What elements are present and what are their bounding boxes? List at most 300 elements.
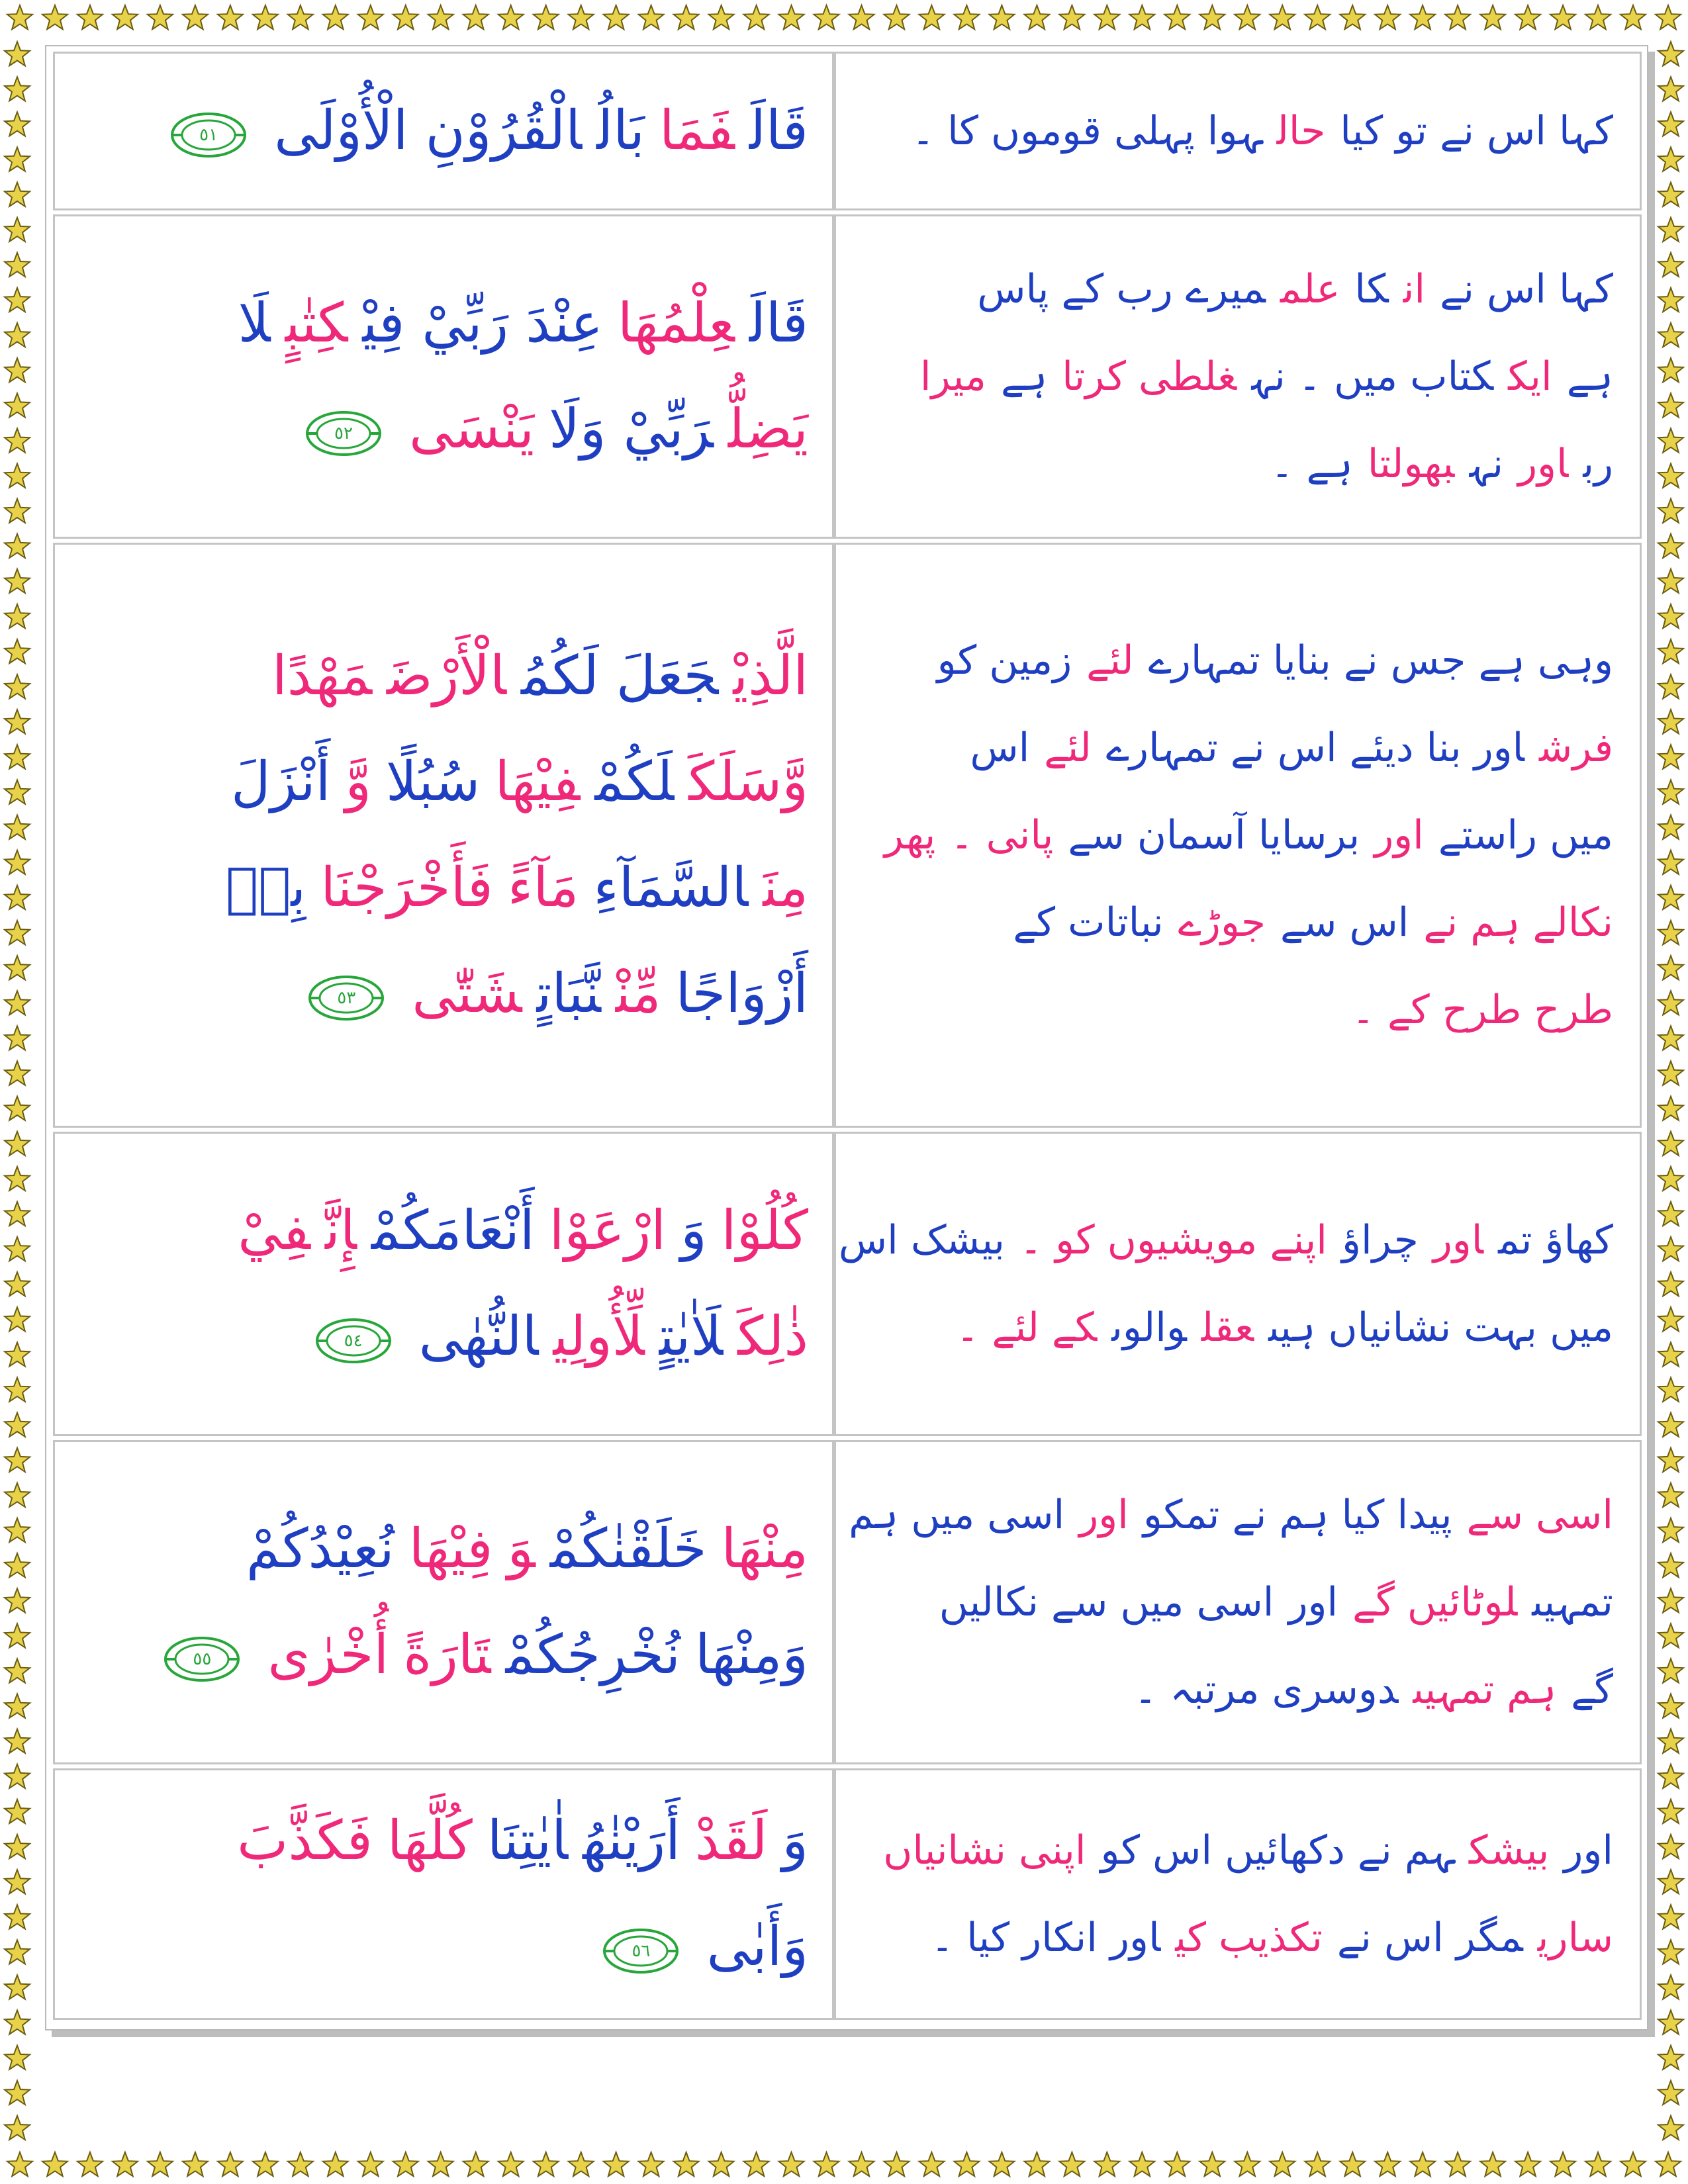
star-icon bbox=[1658, 886, 1683, 909]
arabic-verse-cell bbox=[53, 543, 834, 1128]
star-icon bbox=[5, 1342, 30, 1366]
star-icon bbox=[5, 1799, 30, 1823]
star-icon bbox=[1656, 2152, 1681, 2176]
verse-row-51 bbox=[53, 52, 1642, 210]
star-icon bbox=[1658, 1553, 1683, 1577]
star-icon bbox=[534, 5, 559, 29]
star-icon bbox=[5, 1870, 30, 1893]
star-icon bbox=[358, 2152, 383, 2176]
arabic-word: تَارَةً bbox=[403, 1623, 491, 1686]
star-icon bbox=[1658, 780, 1683, 804]
verse-row-53 bbox=[53, 543, 1642, 1128]
arabic-word: جَعَلَ لَكُمُ bbox=[521, 645, 719, 707]
star-icon bbox=[463, 2152, 489, 2176]
star-icon bbox=[779, 5, 804, 29]
urdu-phrase: اپنے مویشیوں کو ۔ bbox=[1019, 1217, 1327, 1263]
arabic-word: رَبِّيْ وَلَا bbox=[549, 398, 714, 461]
verse-row-52 bbox=[53, 214, 1642, 539]
star-icon bbox=[1094, 5, 1119, 29]
star-icon bbox=[884, 2152, 909, 2176]
star-icon bbox=[183, 5, 208, 29]
arabic-word: كُلُوْا bbox=[721, 1199, 808, 1262]
star-icon bbox=[358, 5, 383, 29]
arabic-verse-text bbox=[75, 78, 808, 184]
urdu-translation-text bbox=[849, 1471, 1613, 1733]
star-icon bbox=[5, 991, 30, 1015]
arabic-word: يَضِلُّ bbox=[727, 398, 808, 461]
verse-row-54 bbox=[53, 1132, 1642, 1436]
star-icon bbox=[5, 1026, 30, 1050]
star-icon bbox=[1024, 5, 1049, 29]
star-icon bbox=[1658, 921, 1683, 944]
star-icon bbox=[5, 393, 30, 417]
star-icon bbox=[1658, 850, 1683, 874]
urdu-phrase: فرش bbox=[1538, 725, 1613, 771]
arabic-word: نَّبَاتٍ bbox=[536, 962, 601, 1025]
arabic-word: إِنَّ bbox=[325, 1199, 357, 1262]
star-icon bbox=[1305, 5, 1330, 29]
star-icon bbox=[5, 921, 30, 944]
arabic-word: فِيْهَا bbox=[408, 1518, 493, 1580]
urdu-phrase: ہے bbox=[1566, 353, 1613, 400]
star-icon bbox=[1024, 2152, 1049, 2176]
urdu-phrase: اسی میں ہم bbox=[849, 1492, 1065, 1538]
star-icon bbox=[1658, 534, 1683, 558]
star-icon bbox=[5, 1975, 30, 1999]
urdu-phrase: والوں bbox=[1111, 1304, 1187, 1351]
star-icon bbox=[5, 253, 30, 277]
star-icon bbox=[1656, 5, 1681, 29]
urdu-line bbox=[856, 246, 1613, 333]
star-icon bbox=[5, 709, 30, 733]
star-icon bbox=[1445, 2152, 1470, 2176]
star-icon bbox=[5, 1272, 30, 1296]
arabic-word: شَتّٰى bbox=[412, 962, 522, 1025]
arabic-line bbox=[75, 1496, 808, 1602]
arabic-word: عِنْدَ رَبِّيْ فِيْ bbox=[362, 292, 603, 355]
star-icon bbox=[1515, 5, 1540, 29]
star-icon bbox=[5, 358, 30, 382]
star-icon bbox=[5, 1202, 30, 1226]
urdu-line bbox=[849, 1471, 1613, 1559]
star-icon bbox=[5, 569, 30, 593]
star-icon bbox=[5, 1483, 30, 1507]
urdu-phrase: غلطی کرتا bbox=[1062, 353, 1237, 400]
urdu-phrase: میں راستے bbox=[1438, 812, 1613, 858]
star-icon bbox=[5, 1940, 30, 1964]
verse-row-55 bbox=[53, 1440, 1642, 1764]
arabic-word: ذٰلِكَ bbox=[737, 1305, 808, 1368]
star-icon bbox=[148, 5, 173, 29]
arabic-line bbox=[75, 271, 808, 377]
star-icon bbox=[1164, 2152, 1190, 2176]
urdu-phrase: ایک bbox=[1508, 353, 1552, 400]
arabic-word: مِنَ bbox=[763, 856, 808, 919]
star-icon bbox=[1658, 1659, 1683, 1682]
star-icon bbox=[5, 77, 30, 101]
arabic-verse-cell bbox=[53, 214, 834, 539]
star-icon bbox=[1658, 1378, 1683, 1402]
arabic-word: مِنْهَا bbox=[721, 1518, 808, 1580]
urdu-phrase: کہا اس نے bbox=[1440, 266, 1613, 312]
ayah-number-marker bbox=[163, 1635, 241, 1683]
arabic-word: فِيْ bbox=[238, 1199, 311, 1262]
star-icon bbox=[1550, 2152, 1575, 2176]
arabic-verse-text bbox=[75, 1178, 808, 1390]
star-icon bbox=[498, 5, 524, 29]
star-icon bbox=[569, 5, 594, 29]
urdu-phrase: ہے ۔ bbox=[1270, 441, 1353, 487]
urdu-phrase: تمہیں bbox=[1532, 1579, 1613, 1625]
urdu-line bbox=[856, 420, 1613, 508]
urdu-phrase: رب bbox=[1583, 441, 1613, 487]
urdu-translation-text bbox=[838, 1197, 1613, 1371]
star-icon bbox=[288, 5, 313, 29]
star-icon bbox=[5, 1905, 30, 1929]
star-icon bbox=[1658, 428, 1683, 452]
star-icon bbox=[1375, 5, 1400, 29]
star-icon bbox=[1658, 1870, 1683, 1893]
star-icon bbox=[1658, 77, 1683, 101]
star-icon bbox=[1585, 2152, 1611, 2176]
star-icon bbox=[5, 428, 30, 452]
star-icon bbox=[1658, 323, 1683, 347]
arabic-line bbox=[75, 623, 808, 729]
star-icon bbox=[5, 1132, 30, 1156]
star-icon bbox=[1658, 393, 1683, 417]
star-icon bbox=[183, 2152, 208, 2176]
arabic-word: نُعِيْدُكُمْ bbox=[246, 1518, 395, 1580]
star-icon bbox=[1620, 2152, 1646, 2176]
star-icon bbox=[1658, 358, 1683, 382]
star-icon bbox=[1164, 5, 1190, 29]
urdu-translation-cell bbox=[834, 1768, 1642, 2020]
arabic-word: وَمِنْهَا bbox=[694, 1623, 808, 1686]
star-icon bbox=[253, 2152, 278, 2176]
star-icon bbox=[5, 1518, 30, 1542]
urdu-phrase: تکذیب کی bbox=[1175, 1915, 1323, 1961]
arabic-word: يَنْسَى bbox=[409, 398, 535, 461]
star-icon bbox=[5, 1448, 30, 1472]
star-icon bbox=[7, 2152, 32, 2176]
star-icon bbox=[1658, 2116, 1683, 2140]
urdu-line bbox=[856, 333, 1613, 420]
arabic-word: كِتٰبٍ bbox=[285, 292, 348, 355]
star-icon bbox=[1199, 5, 1225, 29]
urdu-phrase: پھر bbox=[884, 812, 936, 858]
star-icon bbox=[5, 780, 30, 804]
star-icon bbox=[5, 2046, 30, 2070]
urdu-phrase: لئے bbox=[1086, 637, 1134, 684]
star-icon bbox=[5, 815, 30, 839]
star-icon bbox=[5, 2011, 30, 2034]
star-icon bbox=[5, 1835, 30, 1858]
star-icon bbox=[5, 674, 30, 698]
urdu-line bbox=[856, 87, 1613, 175]
arabic-line bbox=[75, 1602, 808, 1708]
star-icon bbox=[1658, 183, 1683, 206]
star-icon bbox=[463, 5, 489, 29]
urdu-phrase: دوسری مرتبہ ۔ bbox=[1134, 1666, 1399, 1713]
star-icon bbox=[1658, 1940, 1683, 1964]
star-icon bbox=[1129, 2152, 1154, 2176]
arabic-word: عِلْمُهَا bbox=[617, 292, 735, 355]
star-icon bbox=[1658, 499, 1683, 523]
star-icon bbox=[113, 2152, 138, 2176]
star-icon bbox=[534, 2152, 559, 2176]
ayah-number: ٥١ bbox=[199, 124, 218, 145]
star-icon bbox=[1658, 1588, 1683, 1612]
star-icon bbox=[1658, 2011, 1683, 2034]
arabic-word: النُّهٰى bbox=[418, 1305, 539, 1368]
star-icon bbox=[113, 5, 138, 29]
star-icon bbox=[5, 464, 30, 488]
star-icon bbox=[814, 2152, 839, 2176]
star-icon bbox=[1059, 5, 1084, 29]
star-icon bbox=[5, 1694, 30, 1718]
star-icon bbox=[5, 218, 30, 242]
urdu-phrase: میرا bbox=[919, 353, 986, 400]
ayah-number-marker bbox=[307, 974, 385, 1022]
star-icon bbox=[5, 1097, 30, 1120]
star-icon bbox=[1658, 1975, 1683, 1999]
star-icon bbox=[1658, 1448, 1683, 1472]
star-icon bbox=[1235, 2152, 1260, 2176]
star-icon bbox=[1445, 5, 1470, 29]
urdu-phrase: اور bbox=[1564, 1827, 1613, 1874]
urdu-phrase: اسی سے bbox=[1466, 1492, 1613, 1538]
star-icon bbox=[1658, 2081, 1683, 2105]
arabic-word: وَّ bbox=[345, 751, 371, 813]
urdu-phrase: حال bbox=[1276, 108, 1326, 154]
star-icon bbox=[1658, 1307, 1683, 1331]
star-icon bbox=[1658, 1342, 1683, 1366]
star-icon bbox=[7, 5, 32, 29]
star-icon bbox=[5, 1413, 30, 1437]
star-icon bbox=[639, 2152, 664, 2176]
star-icon bbox=[1658, 569, 1683, 593]
star-icon bbox=[5, 534, 30, 558]
star-icon bbox=[1658, 991, 1683, 1015]
urdu-line bbox=[856, 966, 1613, 1054]
star-icon bbox=[1658, 2046, 1683, 2070]
arabic-word: لَا bbox=[238, 292, 271, 355]
urdu-phrase: میں بہت نشانیاں ہیں bbox=[1268, 1304, 1613, 1351]
urdu-line bbox=[856, 792, 1613, 879]
star-icon bbox=[393, 2152, 418, 2176]
star-icon bbox=[1410, 2152, 1435, 2176]
urdu-translation-cell bbox=[834, 52, 1642, 210]
arabic-word: وَ bbox=[782, 1809, 808, 1872]
arabic-word: لَقَدْ bbox=[694, 1809, 768, 1872]
ayah-number: ٥٤ bbox=[344, 1330, 363, 1351]
urdu-phrase: کتاب میں ۔ نہ bbox=[1251, 353, 1494, 400]
arabic-word: فَكَذَّبَ bbox=[237, 1809, 373, 1872]
arabic-word: لِّأُولِي bbox=[553, 1305, 645, 1368]
star-icon bbox=[674, 5, 699, 29]
star-icon bbox=[5, 1553, 30, 1577]
star-icon bbox=[1658, 1167, 1683, 1191]
star-icon bbox=[1658, 639, 1683, 663]
arabic-line bbox=[75, 835, 808, 941]
ayah-number-marker bbox=[305, 410, 383, 457]
star-icon bbox=[1658, 1132, 1683, 1156]
star-icon bbox=[1658, 1694, 1683, 1718]
star-icon bbox=[253, 5, 278, 29]
star-icon bbox=[5, 183, 30, 206]
star-icon bbox=[5, 1729, 30, 1753]
star-icon bbox=[1375, 2152, 1400, 2176]
star-icon bbox=[1094, 2152, 1119, 2176]
star-icon bbox=[5, 148, 30, 171]
star-icon bbox=[288, 2152, 313, 2176]
star-icon bbox=[393, 5, 418, 29]
urdu-phrase: لوٹائیں گے bbox=[1352, 1579, 1518, 1625]
star-icon bbox=[77, 2152, 103, 2176]
arabic-verse-cell bbox=[53, 52, 834, 210]
arabic-word: لَاٰيٰتٍ bbox=[659, 1305, 724, 1368]
arabic-word: أَنْزَلَ bbox=[230, 751, 331, 813]
urdu-translation-cell bbox=[834, 1132, 1642, 1436]
urdu-phrase: میرے رب کے پاس bbox=[977, 266, 1266, 312]
urdu-phrase: اسی میں سے نکالیں bbox=[939, 1579, 1274, 1625]
arabic-word: الَّذِيْ bbox=[733, 645, 808, 707]
urdu-line bbox=[856, 704, 1613, 792]
star-icon bbox=[5, 956, 30, 979]
star-icon bbox=[1658, 464, 1683, 488]
arabic-verse-text bbox=[75, 1788, 808, 2000]
urdu-phrase: نباتات کے bbox=[1013, 899, 1164, 946]
urdu-phrase: نہ bbox=[1469, 441, 1504, 487]
arabic-word: وَ bbox=[680, 1199, 707, 1262]
arabic-line bbox=[75, 1788, 808, 1894]
arabic-word: وَّسَلَكَ bbox=[688, 751, 808, 813]
arabic-word: وَأَبٰى bbox=[706, 1915, 808, 1978]
star-icon bbox=[1658, 1905, 1683, 1929]
star-icon bbox=[5, 42, 30, 66]
star-icon bbox=[1658, 1237, 1683, 1261]
urdu-phrase: وہی ہے جس نے بنایا تمہارے bbox=[1148, 637, 1613, 684]
star-icon bbox=[569, 2152, 594, 2176]
ayah-number-marker bbox=[602, 1927, 680, 1975]
urdu-translation-text bbox=[856, 246, 1613, 508]
urdu-line bbox=[856, 1807, 1613, 1894]
star-icon bbox=[5, 1659, 30, 1682]
verse-row-56 bbox=[53, 1768, 1642, 2020]
star-icon bbox=[1658, 1202, 1683, 1226]
star-icon bbox=[5, 745, 30, 768]
star-icon bbox=[674, 2152, 699, 2176]
star-icon bbox=[1199, 2152, 1225, 2176]
star-icon bbox=[744, 5, 769, 29]
star-icon bbox=[5, 604, 30, 628]
arabic-word: قَالَ bbox=[749, 99, 808, 162]
star-icon bbox=[5, 2081, 30, 2105]
star-icon bbox=[1658, 288, 1683, 312]
arabic-word: قَالَ bbox=[749, 292, 808, 355]
urdu-line bbox=[856, 1284, 1613, 1371]
star-icon bbox=[5, 288, 30, 312]
star-icon bbox=[5, 1061, 30, 1085]
star-icon bbox=[1129, 5, 1154, 29]
star-icon bbox=[604, 5, 629, 29]
arabic-line bbox=[75, 729, 808, 835]
arabic-verse-text bbox=[75, 271, 808, 482]
star-icon bbox=[1340, 2152, 1365, 2176]
star-icon bbox=[1658, 1799, 1683, 1823]
arabic-word: السَّمَآءِ bbox=[593, 856, 749, 919]
star-icon bbox=[42, 2152, 68, 2176]
star-icon bbox=[1658, 1272, 1683, 1296]
star-icon bbox=[5, 1623, 30, 1647]
star-icon bbox=[5, 1167, 30, 1191]
star-icon bbox=[1658, 112, 1683, 136]
arabic-verse-text bbox=[75, 1496, 808, 1708]
urdu-phrase: پانی ۔ bbox=[950, 812, 1054, 858]
star-icon bbox=[1658, 745, 1683, 768]
urdu-phrase: ہے bbox=[1000, 353, 1048, 400]
star-icon bbox=[919, 5, 944, 29]
star-icon bbox=[849, 5, 874, 29]
arabic-word: الْقُرُوْنِ الْأُوْلَى bbox=[274, 99, 583, 162]
arabic-word: فَأَخْرَجْنَا bbox=[320, 856, 493, 919]
ayah-number-marker bbox=[314, 1317, 393, 1365]
star-icon bbox=[1270, 5, 1295, 29]
arabic-word: فَمَا bbox=[659, 99, 735, 162]
urdu-line bbox=[856, 617, 1613, 704]
star-icon bbox=[323, 5, 348, 29]
star-icon bbox=[1658, 604, 1683, 628]
star-icon bbox=[709, 5, 734, 29]
urdu-translation-cell bbox=[834, 214, 1642, 539]
star-icon bbox=[148, 2152, 173, 2176]
star-icon bbox=[1658, 1764, 1683, 1788]
ayah-number: ٥٣ bbox=[337, 987, 356, 1008]
urdu-phrase: علم bbox=[1280, 266, 1340, 312]
urdu-phrase: بیشک bbox=[1468, 1827, 1550, 1874]
star-icon bbox=[1305, 2152, 1330, 2176]
star-icon bbox=[954, 2152, 979, 2176]
star-icon bbox=[1620, 5, 1646, 29]
arabic-word: بِهٖ bbox=[225, 856, 306, 919]
urdu-phrase: بھولتا bbox=[1367, 441, 1455, 487]
urdu-line bbox=[856, 1559, 1613, 1646]
star-icon bbox=[744, 2152, 769, 2176]
star-icon bbox=[919, 2152, 944, 2176]
star-icon bbox=[5, 850, 30, 874]
star-icon bbox=[5, 1307, 30, 1331]
star-icon bbox=[1658, 1483, 1683, 1507]
arabic-word: أَرَيْنٰهُ bbox=[583, 1809, 680, 1872]
star-icon bbox=[1480, 2152, 1505, 2176]
arabic-line bbox=[75, 941, 808, 1047]
star-icon bbox=[1658, 218, 1683, 242]
star-icon bbox=[1658, 1518, 1683, 1542]
star-icon bbox=[5, 1237, 30, 1261]
star-icon bbox=[989, 2152, 1014, 2176]
star-icon bbox=[1658, 1097, 1683, 1120]
urdu-phrase: کھاؤ تم bbox=[1498, 1217, 1613, 1263]
star-icon bbox=[1658, 1835, 1683, 1858]
arabic-line bbox=[75, 78, 808, 184]
star-icon bbox=[1658, 148, 1683, 171]
arabic-word: كُلَّهَا bbox=[387, 1809, 473, 1872]
arabic-word: ارْعَوْا bbox=[549, 1199, 667, 1262]
arabic-word: أُخْرٰى bbox=[267, 1623, 389, 1686]
arabic-word: اٰيٰتِنَا bbox=[487, 1809, 569, 1872]
urdu-phrase: اور bbox=[1288, 1579, 1338, 1625]
star-icon bbox=[1658, 1623, 1683, 1647]
